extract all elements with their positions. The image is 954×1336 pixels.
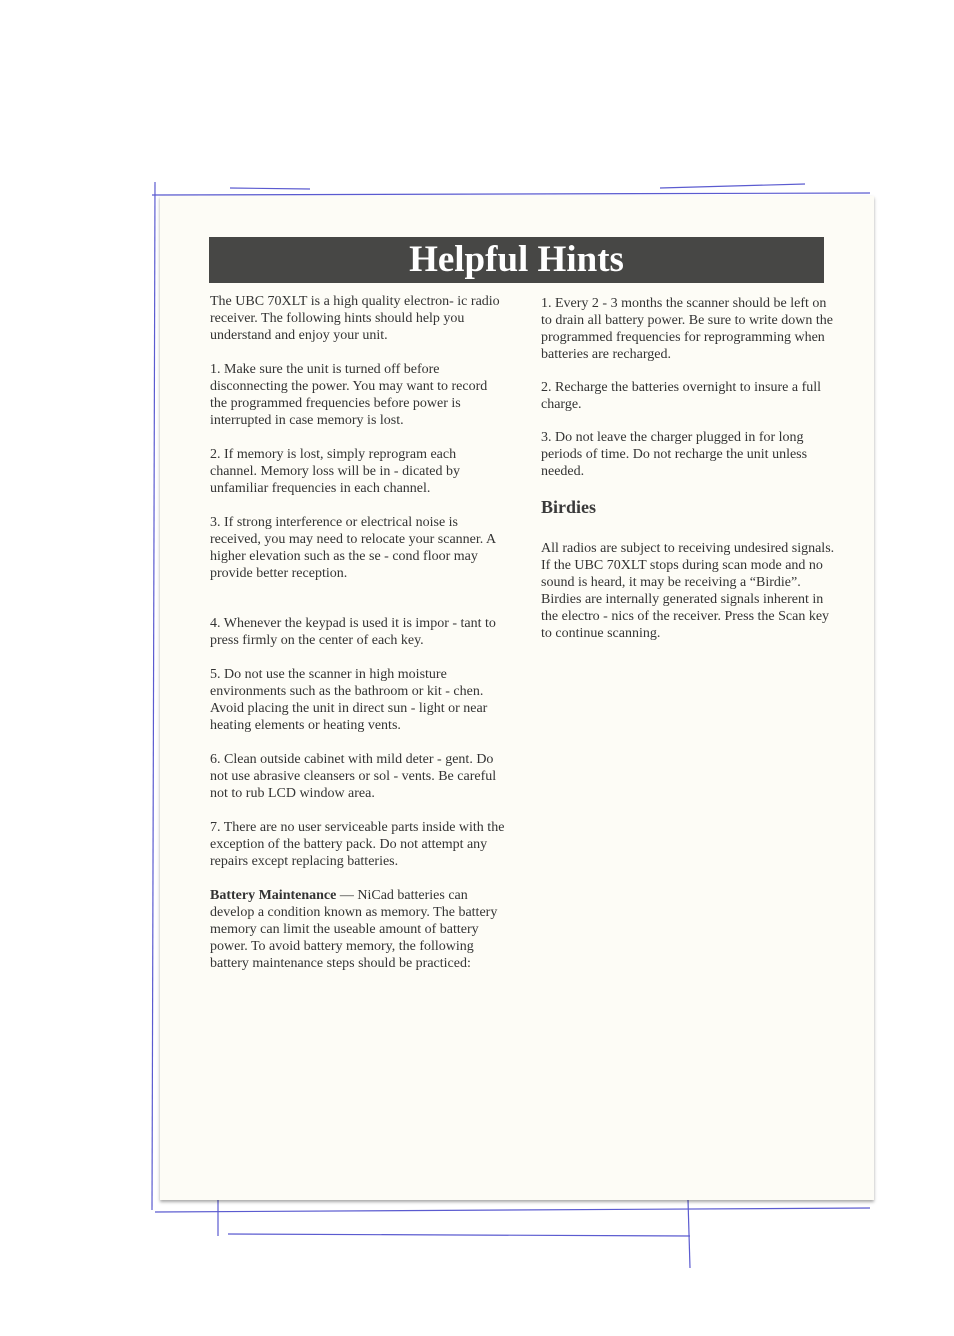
title-banner bbox=[209, 237, 824, 283]
hint-paragraph: 3. If strong interference or electrical noise is received, you may need to relocate your scanner. A higher elevation such as the se - cond floor may provide better reception. bbox=[210, 515, 496, 581]
hint-paragraph: 5. Do not use the scanner in high moisture environments such as the bathroom or kit - chen. Avoid placing the unit in direct sun - light or near heating elements or heating vents. bbox=[210, 667, 488, 733]
hint-paragraph: 6. Clean outside cabinet with mild deter - gent. Do not use abrasive cleansers or sol - vents. Be careful not to rub LCD window area. bbox=[210, 752, 497, 801]
intro-paragraph: The UBC 70XLT is a high quality electron- ic radio receiver. The following hints should help you understand and enjoy your unit. bbox=[210, 294, 500, 343]
hint-paragraph: 7. There are no user serviceable parts inside with the exception of the battery pack. Do not attempt any repairs except replacing batteries. bbox=[210, 820, 505, 869]
birdies-paragraph: All radios are subject to receiving undesired signals. If the UBC 70XLT stops during scan mode and no sound is heard, it may be receiving a “Birdie”. Birdies are internally generated signals inherent in the electro - nics of the receiver. Press the Scan key to continue scanning. bbox=[541, 541, 835, 641]
right-column bbox=[541, 295, 836, 658]
hint-paragraph: 1. Make sure the unit is turned off before disconnecting the power. You may want to record the programmed frequencies before power is interrupted in case memory is lost. bbox=[210, 362, 488, 428]
battery-paragraph bbox=[210, 887, 505, 972]
hint-paragraph: 2. If memory is lost, simply reprogram each channel. Memory loss will be in - dicated by unfamiliar frequencies in each channel. bbox=[210, 447, 460, 496]
hint-paragraph: 4. Whenever the keypad is used it is impor - tant to press firmly on the center of each key. bbox=[210, 616, 496, 648]
page-title: Helpful Hints bbox=[409, 239, 624, 280]
left-column bbox=[210, 293, 505, 989]
step-paragraph: 2. Recharge the batteries overnight to insure a full charge. bbox=[541, 380, 822, 412]
birdies-heading: Birdies bbox=[541, 497, 597, 517]
battery-text: — NiCad batteries can develop a condition known as memory. The battery memory can limit the useable amount of battery power. To avoid battery memory, the following battery maintenance steps should be practiced: bbox=[210, 888, 498, 971]
step-paragraph: 3. Do not leave the charger plugged in for long periods of time. Do not recharge the unit unless needed. bbox=[541, 430, 808, 479]
step-paragraph: 1. Every 2 - 3 months the scanner should be left on to drain all battery power. Be sure to write down the programmed frequencies for reprogramming when batteries are recharged. bbox=[541, 296, 833, 362]
battery-heading: Battery Maintenance bbox=[210, 888, 337, 903]
